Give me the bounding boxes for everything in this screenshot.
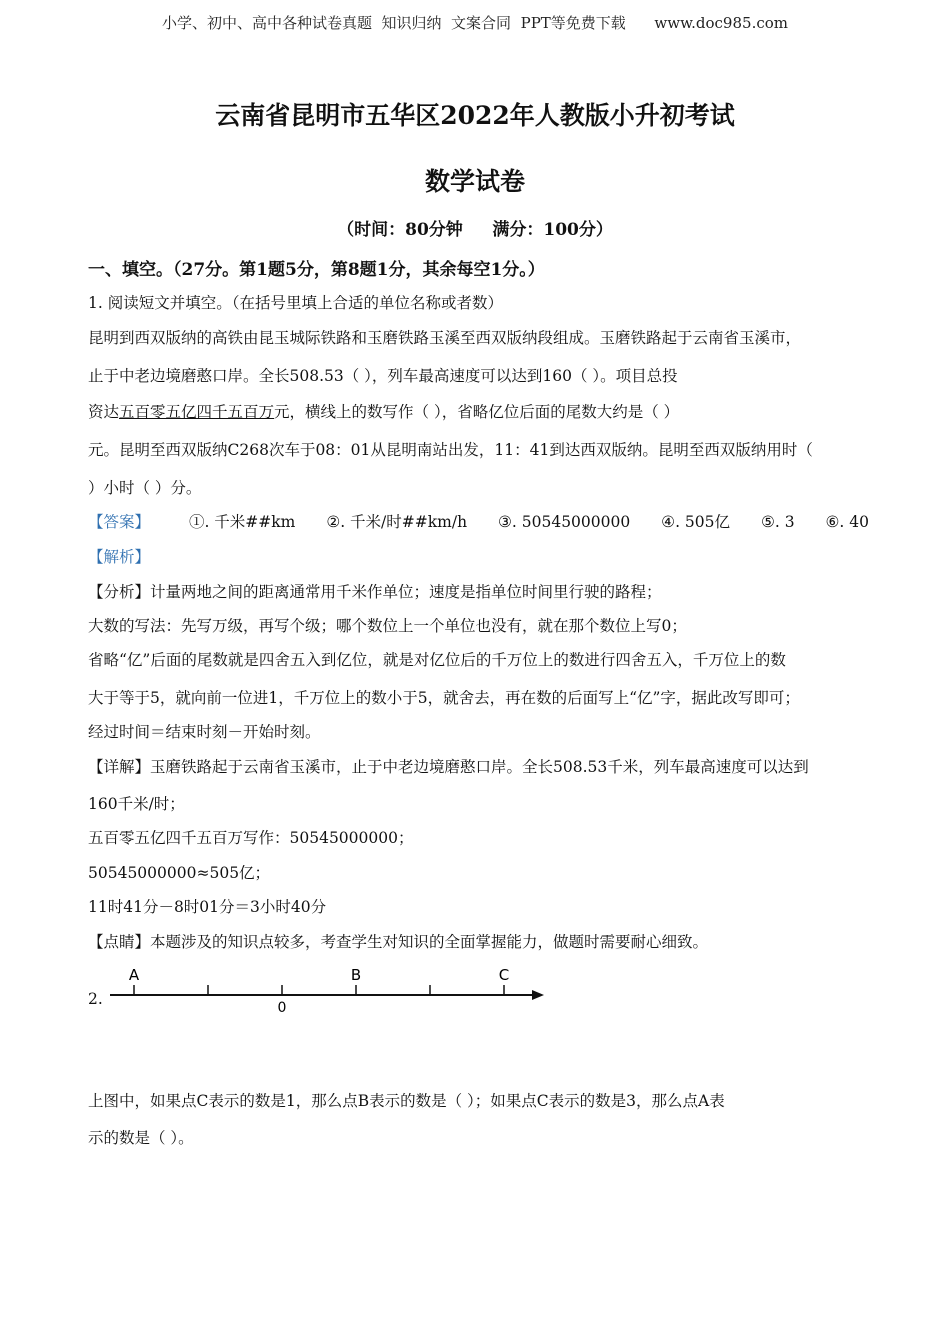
answer-item: ④. 505亿 bbox=[661, 513, 731, 531]
q1-passage-line bbox=[88, 400, 679, 422]
q1-passage-line: 元。昆明至西双版纳C268次车于08：01从昆明南站出发，11：41到达西双版纳。昆明至西双版纳用时（ bbox=[88, 441, 813, 459]
text: 资达 bbox=[88, 403, 120, 421]
exam-subtitle: 数学试卷 bbox=[424, 167, 525, 196]
detail-line: 五百零五亿四千五百万写作：50545000000； bbox=[88, 829, 414, 847]
label-zero: 0 bbox=[277, 1000, 287, 1016]
answer-item: ⑤. 3 bbox=[760, 513, 795, 531]
comment-line: 【点睛】本题涉及的知识点较多，考查学生对知识的全面掌握能力，做题时需要耐心细致。 bbox=[88, 933, 709, 951]
label-c: C bbox=[498, 966, 510, 984]
answer-item: ③. 50545000000 bbox=[498, 513, 631, 531]
label-a: A bbox=[128, 966, 140, 984]
exam-title: 云南省昆明市五华区2022年人教版小升初考试 bbox=[215, 101, 735, 130]
answer-item: ①. 千米##km bbox=[188, 513, 296, 531]
q2-question-line: 上图中，如果点C表示的数是1，那么点B表示的数是（ ）；如果点C表示的数是3，那么点A表 bbox=[88, 1092, 725, 1110]
detail-line: 【详解】玉磨铁路起于云南省玉溪市，止于中老边境磨憨口岸。全长508.53千米，列车最高速度可以达到 bbox=[88, 758, 809, 776]
time-score-line: （时间：80分钟 满分：100分） bbox=[337, 220, 613, 240]
answer-item: ⑥. 40 bbox=[825, 513, 869, 531]
answer-row bbox=[88, 510, 895, 532]
q1-prompt: 1. 阅读短文并填空。（在括号里填上合适的单位名称或者数） bbox=[88, 294, 503, 312]
label-b: B bbox=[350, 966, 362, 984]
number-line-arrow bbox=[532, 990, 544, 1000]
underlined-number: 五百零五亿四千五百万 bbox=[119, 403, 275, 421]
q1-passage-line: ）小时（ ）分。 bbox=[88, 479, 202, 497]
analysis-line: 【分析】计量两地之间的距离通常用千米作单位；速度是指单位时间里行驶的路程； bbox=[88, 583, 662, 601]
section-heading: 一、填空。（27分。第1题5分，第8题1分，其余每空1分。） bbox=[88, 260, 545, 280]
text: 元，横线上的数写作（ ），省略亿位后面的尾数大约是（ ） bbox=[274, 403, 680, 421]
analysis-line: 大数的写法：先写万级，再写个级；哪个数位上一个单位也没有，就在那个数位上写0； bbox=[88, 617, 687, 635]
analysis-line: 经过时间＝结束时刻－开始时刻。 bbox=[88, 723, 321, 741]
q2-question-line: 示的数是（ ）。 bbox=[88, 1129, 194, 1147]
detail-line: 50545000000≈505亿； bbox=[88, 864, 271, 882]
analysis-label: 【解析】 bbox=[88, 548, 151, 566]
detail-line: 160千米/时； bbox=[88, 795, 185, 813]
page-header: 小学、初中、高中各种试卷真题 知识归纳 文案合同 PPT等免费下载 www.doc985.com bbox=[161, 14, 788, 32]
answer-item: ②. 千米/时##km/h bbox=[326, 513, 468, 531]
answer-label: 【答案】 bbox=[88, 513, 151, 531]
q1-passage-line: 止于中老边境磨憨口岸。全长508.53（ ），列车最高速度可以达到160（ ）。项目总投 bbox=[88, 367, 678, 385]
detail-line: 11时41分－8时01分＝3小时40分 bbox=[88, 898, 327, 916]
q2-number: 2. bbox=[88, 990, 103, 1008]
analysis-line: 大于等于5，就向前一位进1，千万位上的数小于5，就舍去，再在数的后面写上“亿”字，据此改写即可； bbox=[88, 689, 800, 707]
number-line-figure bbox=[100, 960, 550, 1020]
analysis-line: 省略“亿”后面的尾数就是四舍五入到亿位，就是对亿位后的千万位上的数进行四舍五入，千万位上的数 bbox=[88, 651, 786, 669]
q1-passage-line: 昆明到西双版纳的高铁由昆玉城际铁路和玉磨铁路玉溪至西双版纳段组成。玉磨铁路起于云南省玉溪市， bbox=[88, 329, 802, 347]
